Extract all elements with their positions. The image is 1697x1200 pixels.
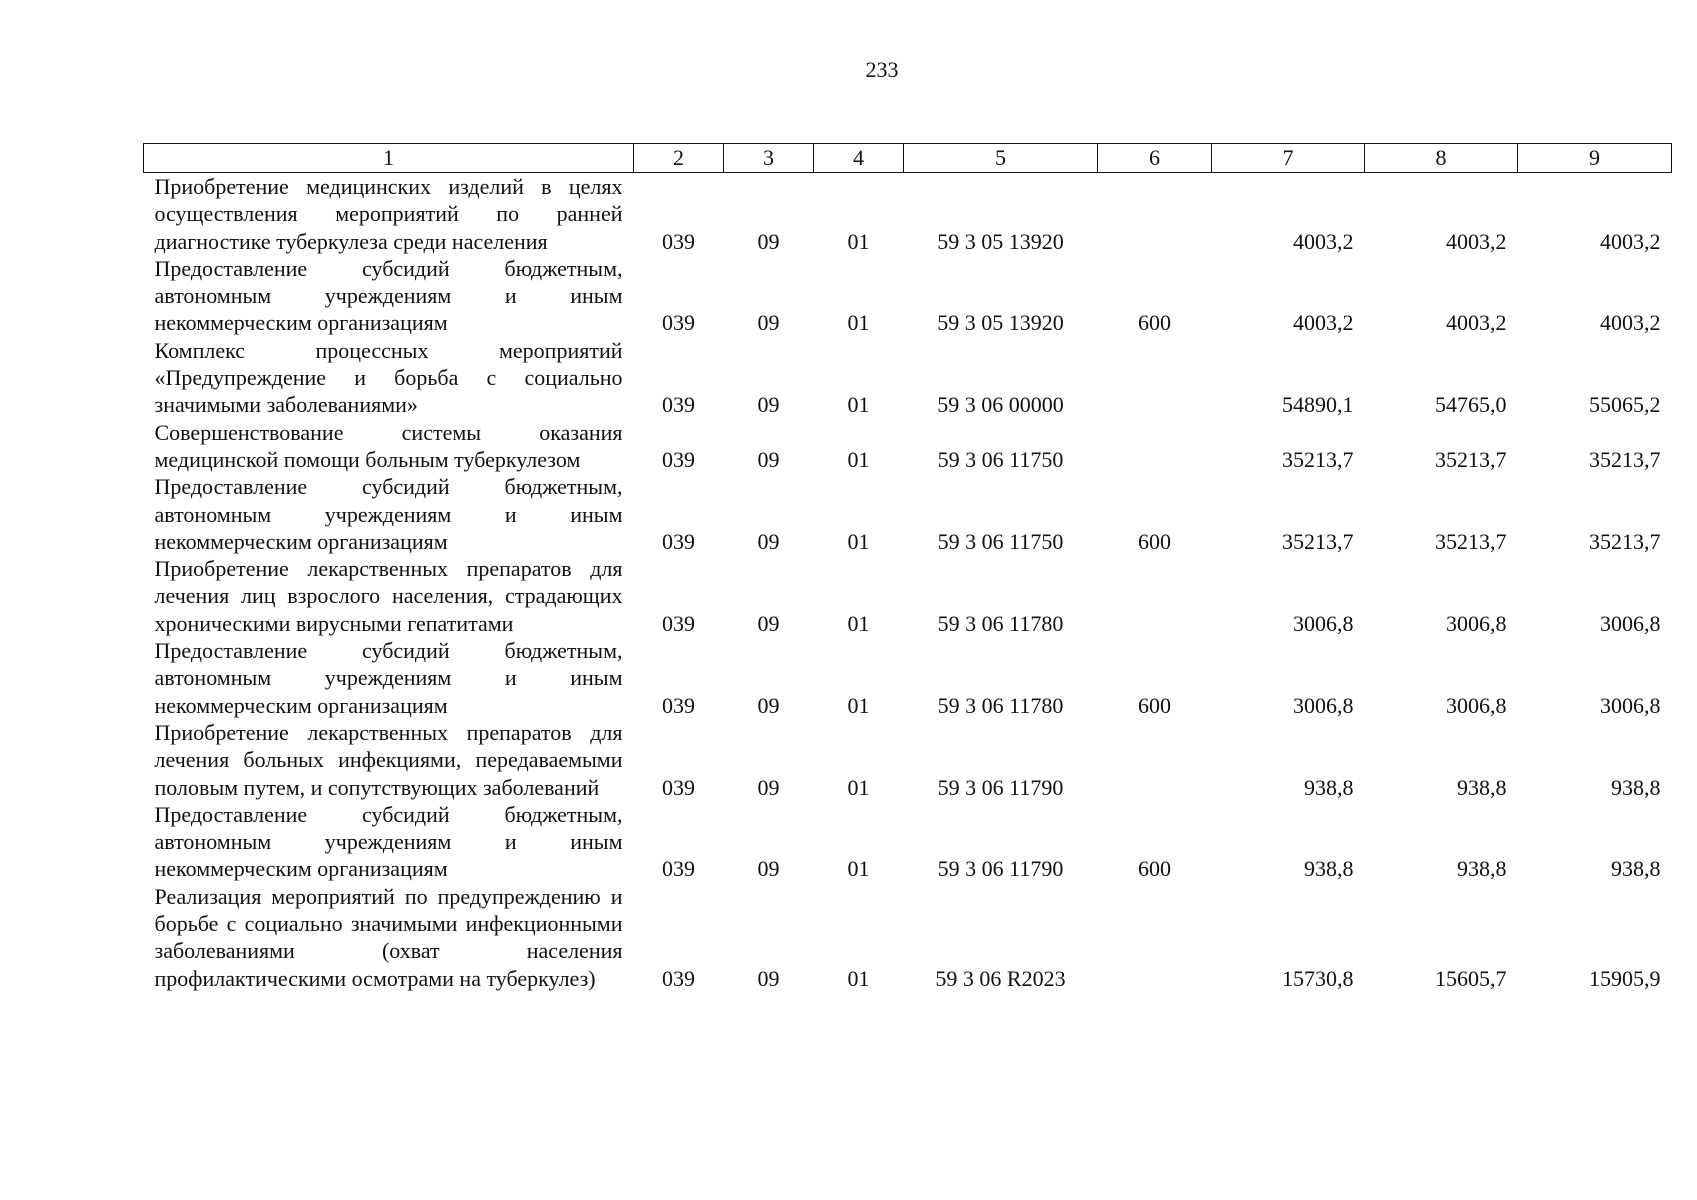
- row-pr: 01: [847, 774, 870, 800]
- row-rz: 09: [757, 310, 780, 336]
- row-vr: [1098, 337, 1212, 419]
- row-vr: 600: [1138, 856, 1171, 882]
- row-csr: 59 3 06 11780: [937, 692, 1064, 718]
- row-sum-2: 4003,2: [1446, 310, 1507, 336]
- row-vr: 600: [1138, 528, 1171, 554]
- row-ved: 039: [662, 310, 695, 336]
- row-vr: [1098, 555, 1212, 637]
- row-ved: 039: [662, 692, 695, 718]
- table-row: [144, 173, 1672, 255]
- row-sum-1: 3006,8: [1293, 692, 1354, 718]
- row-rz: 09: [757, 392, 780, 418]
- row-sum-3: 938,8: [1611, 856, 1661, 882]
- row-csr: 59 3 06 11750: [937, 446, 1064, 472]
- header-cell-9: 9: [1518, 144, 1672, 173]
- row-rz: 09: [757, 856, 780, 882]
- header-cell-1: 1: [144, 144, 634, 173]
- header-cell-8: 8: [1365, 144, 1518, 173]
- row-sum-3: 55065,2: [1589, 392, 1661, 418]
- row-sum-1: 938,8: [1304, 774, 1354, 800]
- table-row: [144, 555, 1672, 637]
- row-sum-2: 15605,7: [1435, 965, 1507, 991]
- header-cell-4: 4: [814, 144, 904, 173]
- row-name: Предоставление субсидий бюджетным, автономным учреждениям и иным некоммерческим организациям: [154, 801, 623, 882]
- row-pr: 01: [847, 856, 870, 882]
- row-rz: 09: [757, 610, 780, 636]
- table-row: [144, 255, 1672, 337]
- row-name: Предоставление субсидий бюджетным, автономным учреждениям и иным некоммерческим организациям: [154, 638, 623, 718]
- row-csr: 59 3 05 13920: [937, 228, 1064, 254]
- row-sum-1: 35213,7: [1282, 446, 1354, 472]
- row-pr: 01: [847, 528, 870, 554]
- row-rz: 09: [757, 965, 780, 991]
- row-csr: 59 3 06 11750: [937, 528, 1064, 554]
- row-rz: 09: [757, 228, 780, 254]
- row-ved: 039: [662, 392, 695, 418]
- row-name: Приобретение лекарственных препаратов для лечения лиц взрослого населения, страдающих хроническими вирусными гепатитами: [154, 556, 623, 636]
- header-cell-5: 5: [904, 144, 1098, 173]
- row-rz: 09: [757, 528, 780, 554]
- row-rz: 09: [757, 692, 780, 718]
- row-sum-1: 4003,2: [1293, 310, 1354, 336]
- row-ved: 039: [662, 528, 695, 554]
- row-rz: 09: [757, 446, 780, 472]
- row-csr: 59 3 05 13920: [937, 310, 1064, 336]
- row-sum-2: 54765,0: [1435, 392, 1507, 418]
- row-vr: 600: [1138, 692, 1171, 718]
- table-row: [144, 801, 1672, 883]
- row-sum-1: 54890,1: [1282, 392, 1354, 418]
- table-row: [144, 637, 1672, 719]
- row-name: Совершенствование системы оказания медицинской помощи больным туберкулезом: [154, 419, 623, 472]
- row-name: Предоставление субсидий бюджетным, автономным учреждениям и иным некоммерческим организациям: [154, 474, 623, 554]
- row-sum-1: 15730,8: [1282, 965, 1354, 991]
- row-sum-3: 938,8: [1611, 774, 1661, 800]
- row-vr: [1098, 883, 1212, 992]
- row-vr: 600: [1138, 310, 1171, 336]
- row-ved: 039: [662, 856, 695, 882]
- row-csr: 59 3 06 11790: [937, 856, 1064, 882]
- row-sum-2: 35213,7: [1435, 528, 1507, 554]
- row-sum-2: 938,8: [1457, 774, 1507, 800]
- row-ved: 039: [662, 610, 695, 636]
- row-csr: 59 3 06 11790: [937, 774, 1064, 800]
- row-sum-3: 3006,8: [1600, 692, 1661, 718]
- row-sum-3: 4003,2: [1600, 228, 1661, 254]
- row-name: Приобретение медицинских изделий в целях осуществления мероприятий по ранней диагностике туберкулеза среди населения: [154, 174, 623, 254]
- header-row: [144, 144, 1672, 173]
- row-pr: 01: [847, 228, 870, 254]
- row-sum-2: 35213,7: [1435, 446, 1507, 472]
- table-header: [144, 144, 1672, 173]
- row-name: Приобретение лекарственных препаратов для лечения больных инфекциями, передаваемыми половым путем, и сопутствующих заболеваний: [154, 719, 623, 800]
- row-pr: 01: [847, 392, 870, 418]
- row-csr: 59 3 06 R2023: [935, 965, 1066, 991]
- row-sum-3: 15905,9: [1589, 965, 1661, 991]
- row-name: Предоставление субсидий бюджетным, автономным учреждениям и иным некоммерческим организациям: [154, 255, 623, 336]
- header-cell-3: 3: [724, 144, 814, 173]
- row-sum-1: 938,8: [1304, 856, 1354, 882]
- row-sum-2: 3006,8: [1446, 610, 1507, 636]
- row-vr: [1098, 419, 1212, 474]
- table-row: [144, 419, 1672, 474]
- table-row: [144, 337, 1672, 419]
- row-sum-2: 3006,8: [1446, 692, 1507, 718]
- row-ved: 039: [662, 228, 695, 254]
- row-vr: [1098, 173, 1212, 255]
- header-cell-7: 7: [1212, 144, 1365, 173]
- row-ved: 039: [662, 774, 695, 800]
- row-sum-3: 4003,2: [1600, 310, 1661, 336]
- row-sum-3: 35213,7: [1589, 446, 1661, 472]
- header-cell-6: 6: [1098, 144, 1212, 173]
- row-csr: 59 3 06 11780: [937, 610, 1064, 636]
- table-row: [144, 473, 1672, 555]
- row-sum-1: 4003,2: [1293, 228, 1354, 254]
- row-sum-1: 3006,8: [1293, 610, 1354, 636]
- row-sum-2: 4003,2: [1446, 228, 1507, 254]
- row-pr: 01: [847, 610, 870, 636]
- row-vr: [1098, 719, 1212, 801]
- row-sum-3: 3006,8: [1600, 610, 1661, 636]
- row-pr: 01: [847, 692, 870, 718]
- row-rz: 09: [757, 774, 780, 800]
- row-pr: 01: [847, 310, 870, 336]
- row-pr: 01: [847, 965, 870, 991]
- table-row: [144, 719, 1672, 801]
- page-number: 233: [865, 57, 899, 82]
- row-sum-2: 938,8: [1457, 856, 1507, 882]
- row-csr: 59 3 06 00000: [937, 392, 1064, 418]
- table-row: [144, 883, 1672, 992]
- row-pr: 01: [847, 446, 870, 472]
- row-ved: 039: [662, 446, 695, 472]
- row-sum-3: 35213,7: [1589, 528, 1661, 554]
- header-cell-2: 2: [634, 144, 724, 173]
- budget-table: [143, 143, 1672, 992]
- row-sum-1: 35213,7: [1282, 528, 1354, 554]
- row-ved: 039: [662, 965, 695, 991]
- row-name: Комплекс процессных мероприятий «Предупреждение и борьба с социально значимыми заболеваниями»: [154, 337, 623, 418]
- table-body: [144, 173, 1672, 992]
- row-name: Реализация мероприятий по предупреждению и борьбе с социально значимыми инфекционными заболеваниями (охват населения профилактическими осмотрами на туберкулез): [154, 883, 623, 991]
